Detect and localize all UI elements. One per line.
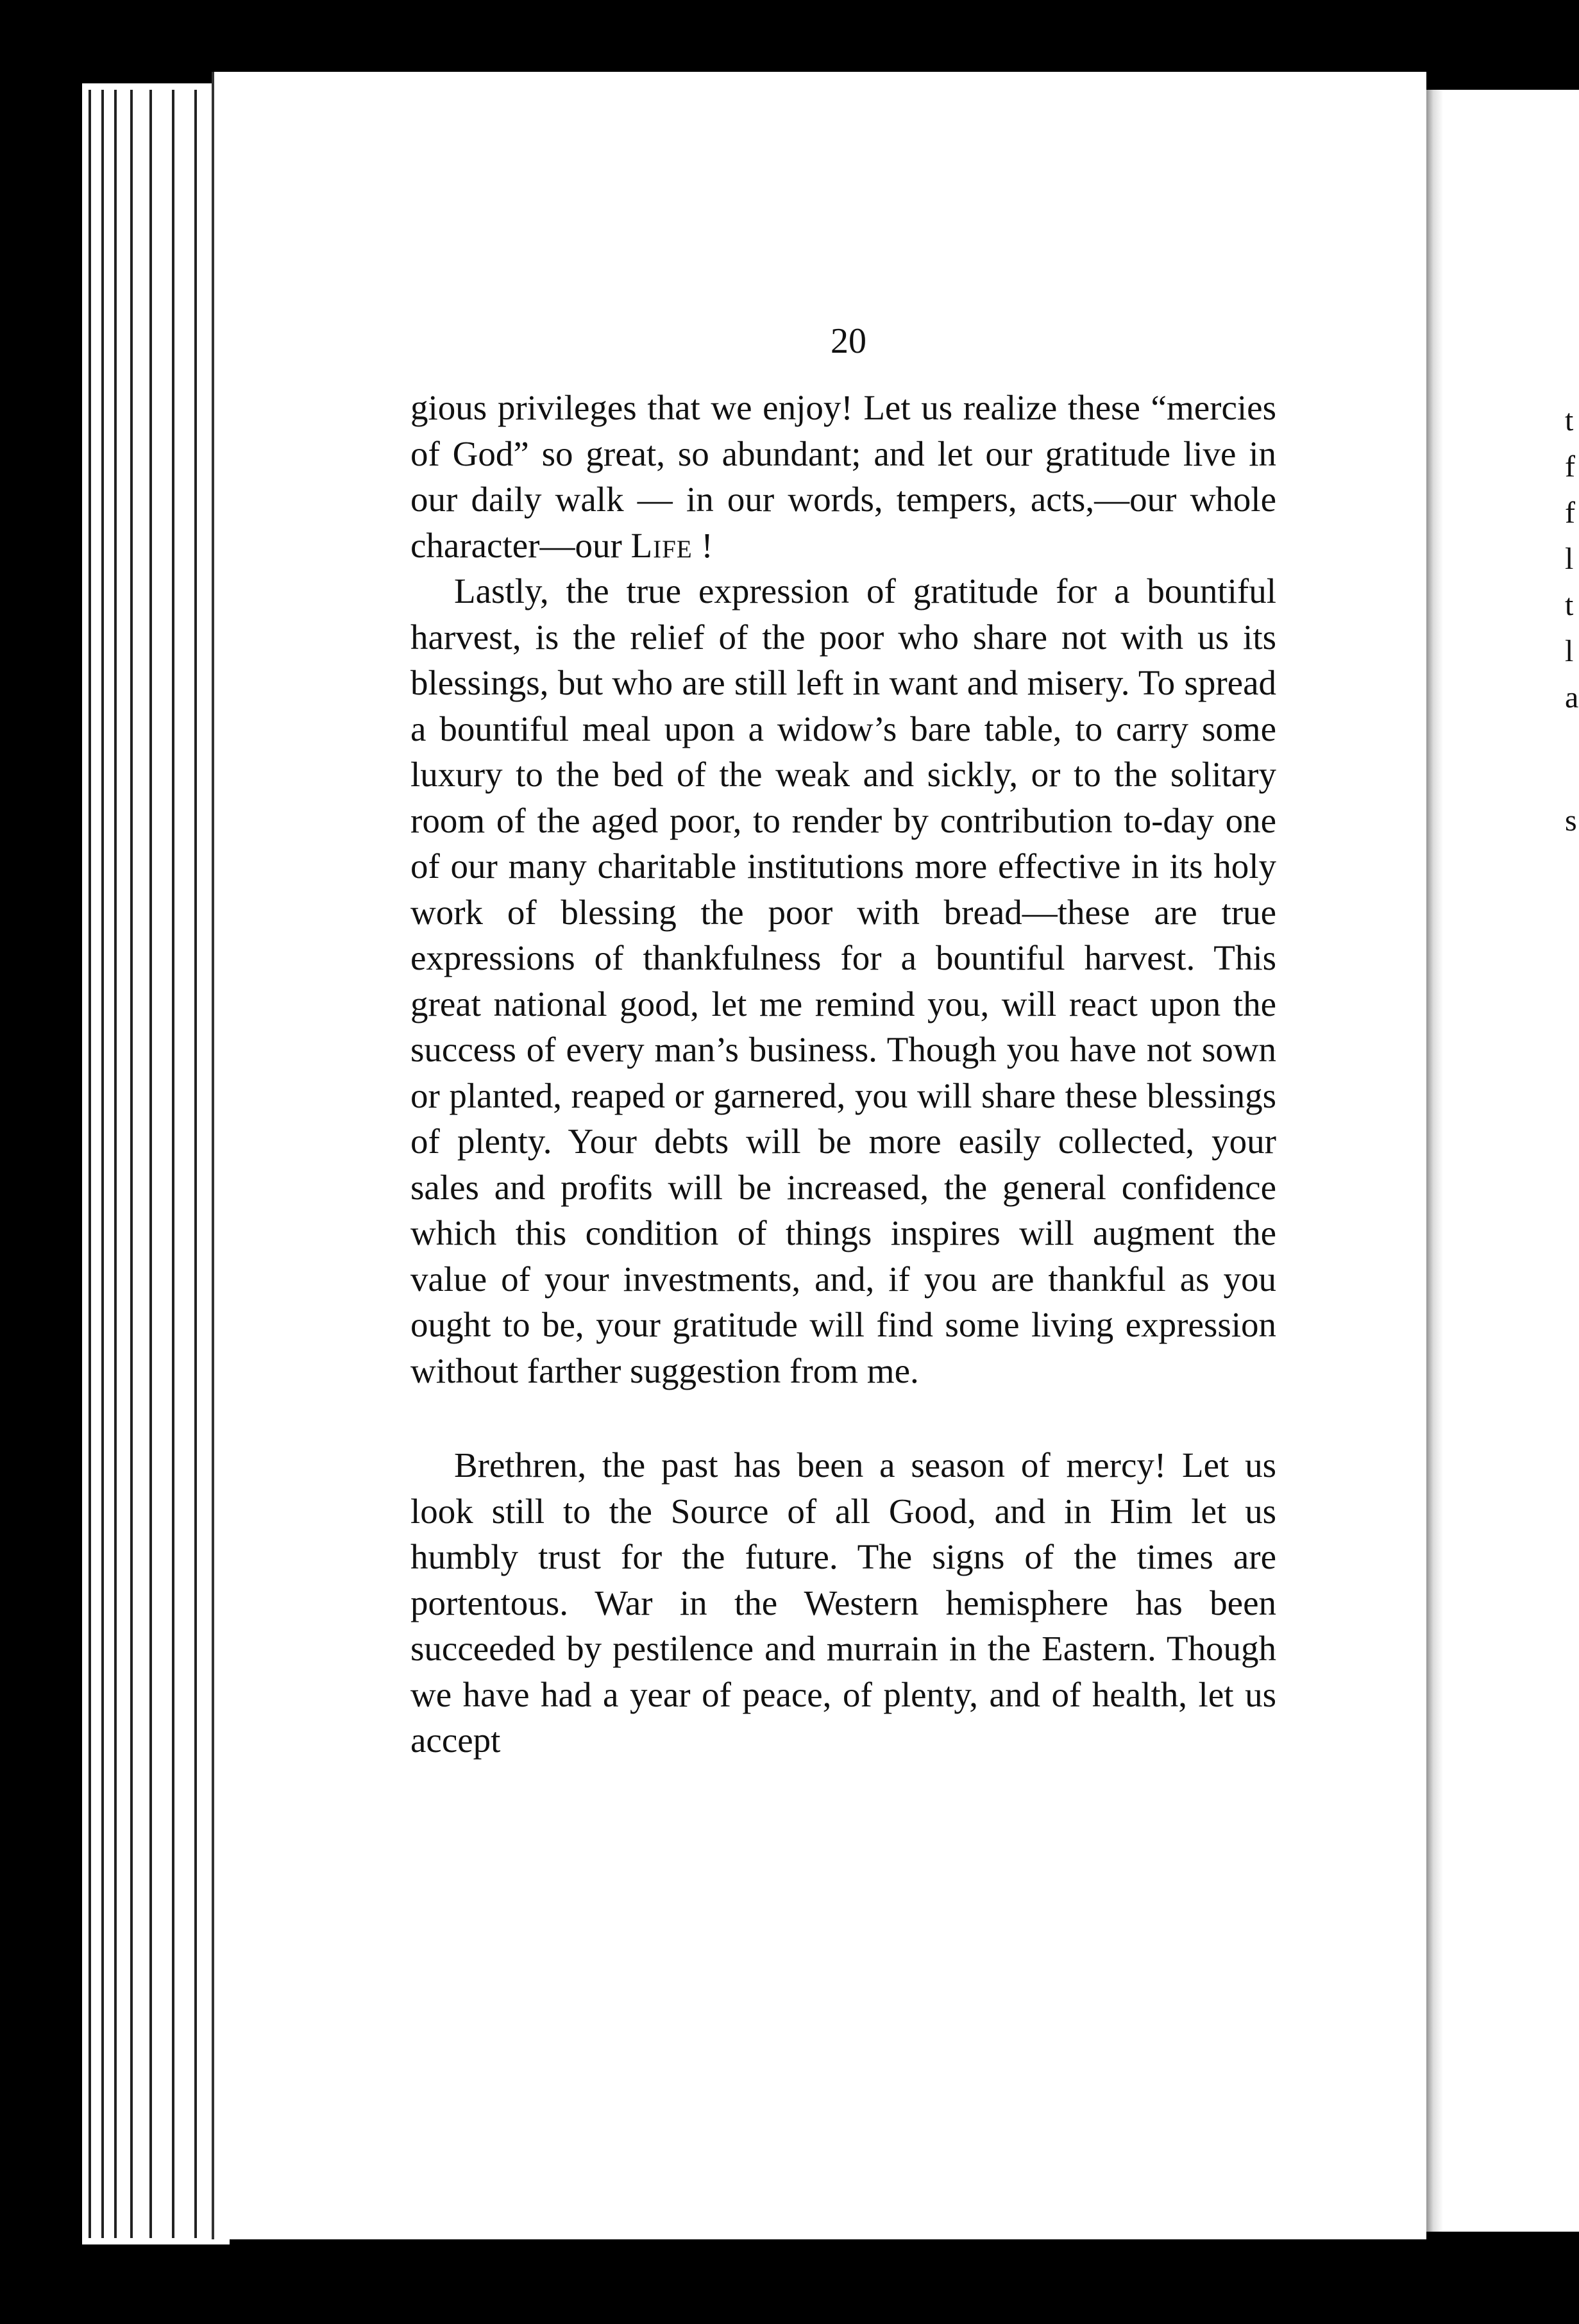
paragraph-lastly: Lastly, the true expression of gratitude for a bountiful harvest, is the relief of the poor who share not with us its blessings, but who are still left in want and misery. To spread a bountiful meal upon a widow’s bare table, to carry some luxury to the bed of the weak and sickly, or to the solitary room of the aged poor, to render by contribution to-day one of our many charitable institutions more effective in its holy work of blessing the poor with bread—these are true expressions of thankfulness for a bountiful harvest. This great national good, let me remind you, will react upon the success of every man’s business. Though you have not sown or planted, reaped or garnered, you will share these blessings of plenty. Your debts will be more easily collected, your sales and profits will be increased, the general confidence which this condition of things inspires will augment the value of your investments, and, if you are thankful as you ought to be, your gratitude will find some living expression without farther suggestion from me.: [410, 571, 1276, 1390]
body-text: [410, 385, 1276, 1764]
facing-letter: s: [1565, 804, 1577, 838]
paragraph-continuation: [410, 385, 1276, 568]
page-number: 20: [831, 321, 866, 361]
paragraph-brethren: Brethren, the past has been a season of mercy! Let us look still to the Source of all Good, and in Him let us humbly trust for the future. The signs of the times are portentous. War in the Western hemisphere has been succeeded by pestilence and murrain in the Eastern. Though we have had a year of peace, of plenty, and of health, let us accept: [410, 1445, 1276, 1760]
page-edge-line: [194, 90, 197, 2238]
facing-letter: t: [1565, 588, 1574, 622]
paragraph-gap: [410, 1394, 1276, 1442]
facing-letter: l: [1565, 634, 1574, 668]
paragraph-text: gious privileges that we enjoy! Let us realize these “mercies of God” so great, so abundant; and let our gratitude live in our daily walk — in our words, tempers, acts,—our whole character—our: [410, 388, 1276, 565]
facing-letter: f: [1565, 496, 1575, 530]
facing-letter: l: [1565, 542, 1574, 576]
small-caps-word: Life: [630, 525, 693, 565]
page-edge-line: [101, 90, 104, 2238]
facing-letter: t: [1565, 403, 1574, 437]
stacked-page-edges: [82, 83, 230, 2244]
facing-letter: a: [1565, 680, 1579, 714]
paragraph-text: !: [692, 525, 713, 565]
facing-letter: f: [1565, 450, 1575, 484]
page-edge-line: [89, 90, 91, 2238]
page-edge-line: [130, 90, 133, 2238]
page-edge-line: [172, 90, 174, 2238]
page-edge-line: [149, 90, 152, 2238]
facing-page-text-fragments: [1565, 398, 1578, 844]
page-edge-line: [114, 90, 117, 2238]
